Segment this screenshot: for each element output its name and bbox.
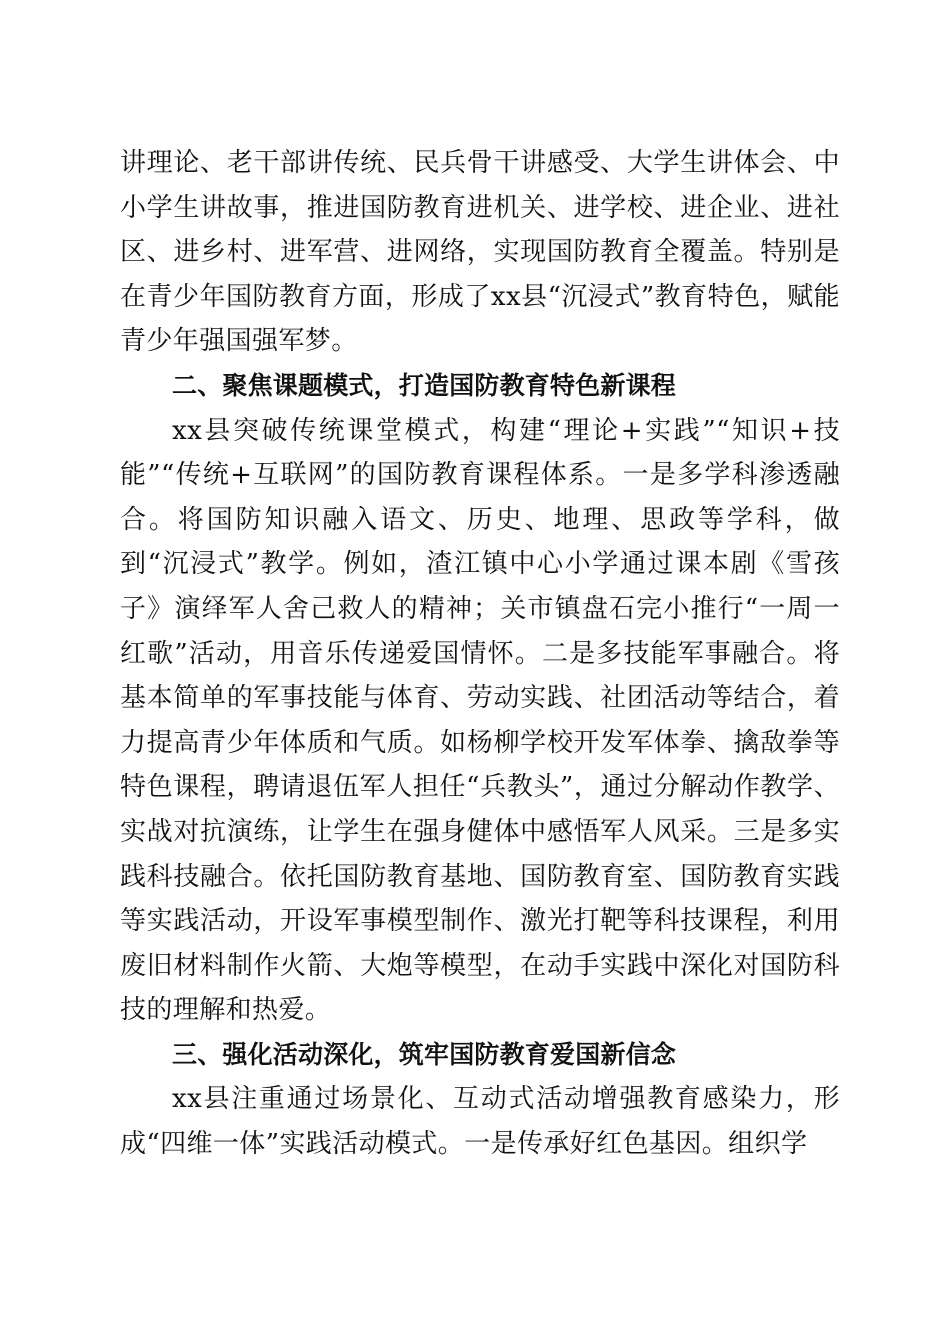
- section-heading-3: 三、强化活动深化，筑牢国防教育爱国新信念: [172, 1039, 677, 1069]
- paragraph-continued: 讲理论、老干部讲传统、民兵骨干讲感受、大学生讲体会、中小学生讲故事，推进国防教育进机关、进学校、进企业、进社区、进乡村、进军营、进网络，实现国防教育全覆盖。特别是在青少年国防教育方面，形成了xx县“沉浸式”教育特色，赋能青少年强国强军梦。: [120, 148, 840, 357]
- section-heading-2: 二、聚焦课题模式，打造国防教育特色新课程: [172, 370, 677, 400]
- paragraph-section-2: xx县突破传统课堂模式，构建“理论+实践”“知识+技能”“传统+互联网”的国防教育课程体系。一是多学科渗透融合。将国防知识融入语文、历史、地理、思政等学科，做到“沉浸式”教学。例如，渣江镇中心小学通过课本剧《雪孩子》演绎军人舍己救人的精神；关市镇盘石完小推行“一周一红歌”活动，用音乐传递爱国情怀。二是多技能军事融合。将基本简单的军事技能与体育、劳动实践、社团活动等结合，着力提高青少年体质和气质。如杨柳学校开发军体拳、擒敌拳等特色课程，聘请退伍军人担任“兵教头”，通过分解动作教学、实战对抗演练，让学生在强身健体中感悟军人风采。三是多实践科技融合。依托国防教育基地、国防教育室、国防教育实践等实践活动，开设军事模型制作、激光打靶等科技课程，利用废旧材料制作火箭、大炮等模型，在动手实践中深化对国防科技的理解和热爱。: [120, 415, 840, 1026]
- paragraph-section-3: xx县注重通过场景化、互动式活动增强教育感染力，形成“四维一体”实践活动模式。一是传承好红色基因。组织学: [120, 1084, 840, 1160]
- document-body: [120, 141, 840, 1167]
